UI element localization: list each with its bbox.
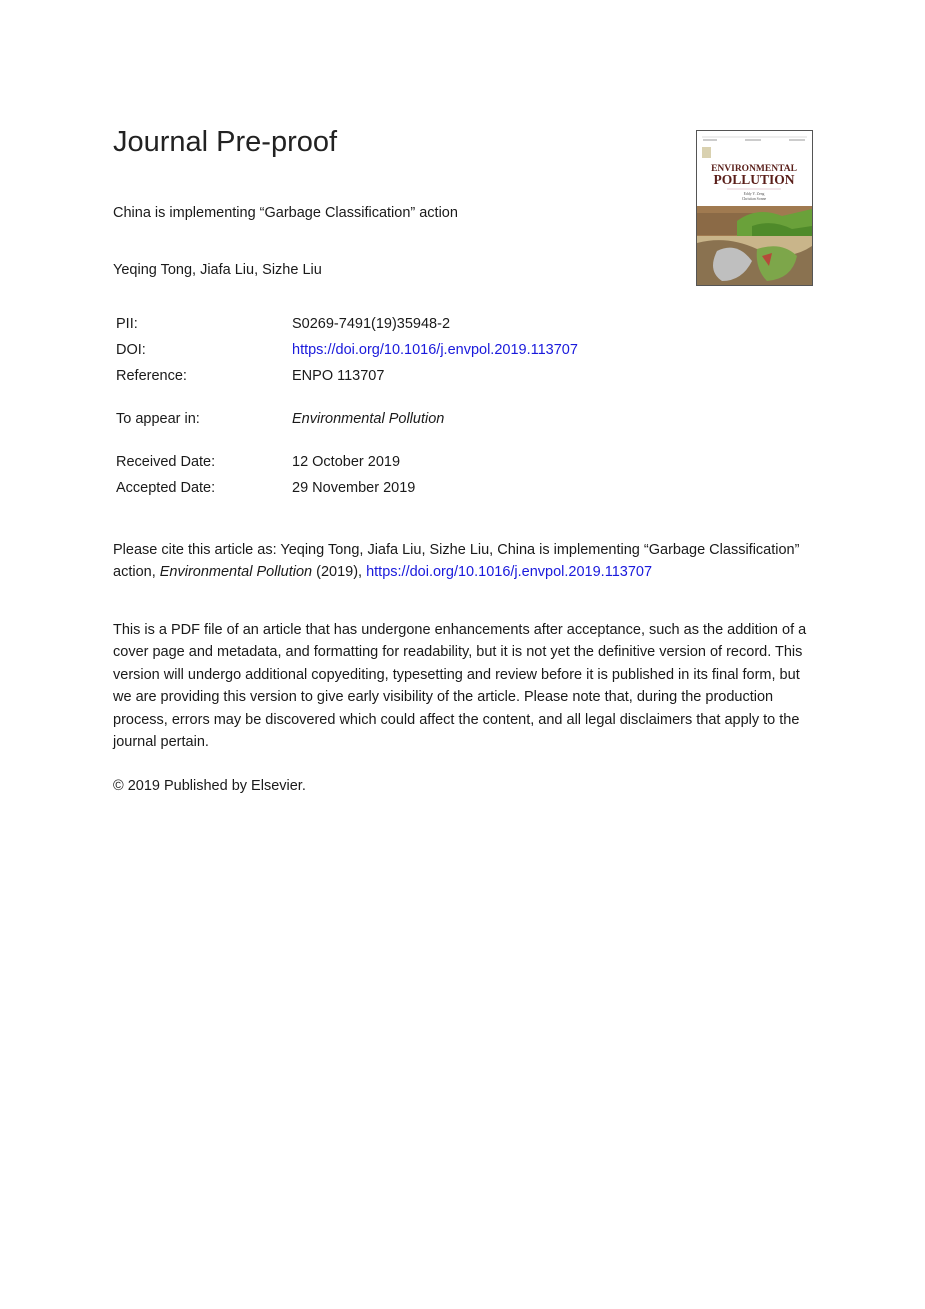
reference-label: Reference:	[116, 368, 187, 384]
doi-link[interactable]: https://doi.org/10.1016/j.envpol.2019.113707	[292, 342, 578, 358]
doi-label: DOI:	[116, 342, 146, 358]
disclaimer-paragraph: This is a PDF file of an article that has undergone enhancements after acceptance, such as the addition of a cover page and metadata, and formatting for readability, but it is not yet the definitive version of record. This version will undergo additional copyediting, typesetting and review before it is published in its final form, but we are providing this version to give early visibility of the article. Please note that, during the production process, errors may be discovered which could affect the content, and all legal disclaimers that apply to the journal pertain.	[113, 622, 807, 751]
cover-editor-2: Christian Sonne	[741, 197, 767, 201]
copyright-notice: © 2019 Published by Elsevier.	[113, 778, 306, 794]
pii-label: PII:	[116, 316, 138, 332]
article-authors: Yeqing Tong, Jiafa Liu, Sizhe Liu	[113, 262, 322, 278]
cover-title-line2: POLLUTION	[713, 172, 795, 187]
citation-journal: Environmental Pollution	[159, 564, 313, 581]
article-title: China is implementing “Garbage Classification” action	[113, 205, 458, 221]
received-date-value: 12 October 2019	[292, 454, 401, 470]
citation-paragraph	[113, 539, 813, 584]
cover-editor-1: Eddy Y. Zeng	[743, 192, 765, 196]
citation-year: (2019),	[312, 564, 367, 581]
appear-in-value: Environmental Pollution	[292, 411, 445, 427]
citation-doi-link[interactable]: https://doi.org/10.1016/j.envpol.2019.113707	[366, 564, 653, 581]
received-date-label: Received Date:	[116, 454, 216, 470]
accepted-date-label: Accepted Date:	[116, 480, 216, 496]
citation-text: Please cite this article as: Yeqing Tong, Jiafa Liu, Sizhe Liu, China is implementing “Garbage Classification” action,	[113, 542, 800, 581]
journal-cover-image	[696, 130, 813, 286]
appear-in-label: To appear in:	[116, 411, 200, 427]
cover-title-line1: ENVIRONMENTAL	[711, 164, 797, 174]
accepted-date-value: 29 November 2019	[292, 480, 416, 496]
page-heading: Journal Pre-proof	[113, 126, 338, 158]
pii-value: S0269-7491(19)35948-2	[292, 316, 451, 332]
reference-value: ENPO 113707	[292, 368, 385, 384]
